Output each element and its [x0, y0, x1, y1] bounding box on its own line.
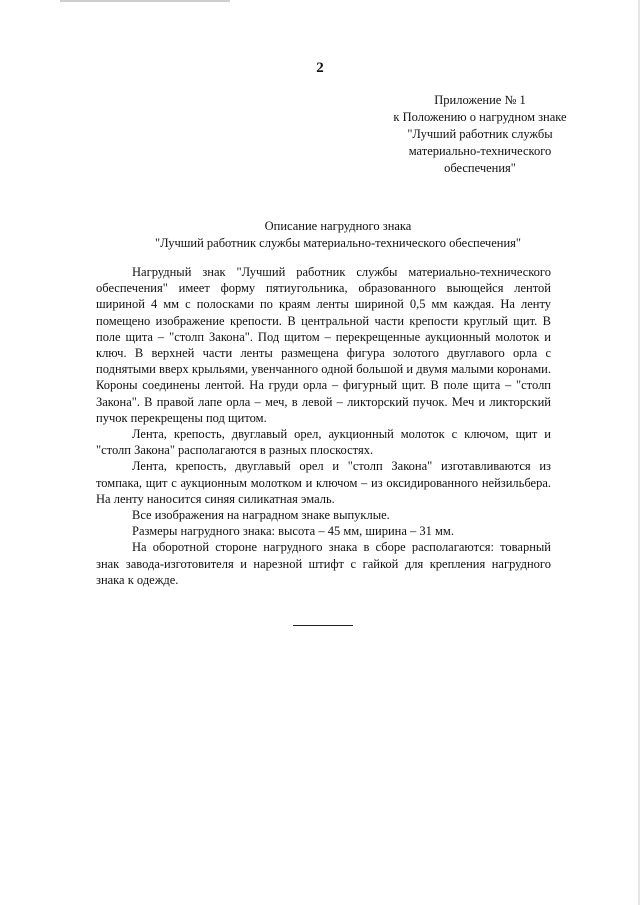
paragraph: Нагрудный знак "Лучший работник службы материально-технического обеспечения" имеет форму пятиугольника, образованного выющейся лентой шириной 4 мм с полосками по краям ленты шириной 0,5 мм каждая. На ленту помещено изображение крепости. В центральной части крепости круглый щит. В поле щита – "столп Закона". Под щитом – перекрещенные аукционный молоток и ключ. В верхней части ленты размещена фигура золотого двуглавого орла с поднятыми вверх крыльями, увенчанного одной большой и двумя малыми коронами. Короны соединены лентой. На груди орла – фигурный щит. В поле щита – "столп Закона". В правой лапе орла – меч, в левой – ликторский пучок. Меч и ликторский пучок перекрещены под щитом.	[96, 265, 551, 425]
annex-line: к Положению о нагрудном знаке	[393, 110, 567, 124]
annex-line: обеспечения"	[444, 161, 516, 175]
paragraph: Лента, крепость, двуглавый орел и "столп Закона" изготавливаются из томпака, щит с аукционным молотком и ключом – из оксидированного нейзильбера. На ленту наносится синяя силикатная эмаль.	[96, 459, 551, 506]
paragraph: Лента, крепость, двуглавый орел, аукционный молоток с ключом, щит и "столп Закона" располагаются в разных плоскостях.	[96, 427, 551, 458]
paragraph: На оборотной стороне нагрудного знака в сборе располагаются: товарный знак завода-изготовителя и нарезной штифт с гайкой для крепления нагрудного знака к одежде.	[96, 540, 551, 587]
title-line-2: "Лучший работник службы материально-технического обеспечения"	[154, 236, 522, 250]
document-body	[96, 264, 551, 588]
annex-line: "Лучший работник службы	[407, 127, 553, 141]
scan-artifact-line	[60, 0, 230, 2]
title-line-1: Описание нагрудного знака	[264, 219, 412, 233]
end-divider	[293, 625, 353, 626]
paragraph: Все изображения на наградном знаке выпуклые.	[132, 508, 390, 523]
annex-line: Приложение № 1	[434, 93, 526, 107]
annex-line: материально-технического	[408, 144, 552, 158]
document-title	[88, 218, 588, 252]
annex-header	[370, 92, 590, 177]
page-number: 2	[316, 60, 324, 76]
paragraph: Размеры нагрудного знака: высота – 45 мм, ширина – 31 мм.	[132, 524, 454, 539]
